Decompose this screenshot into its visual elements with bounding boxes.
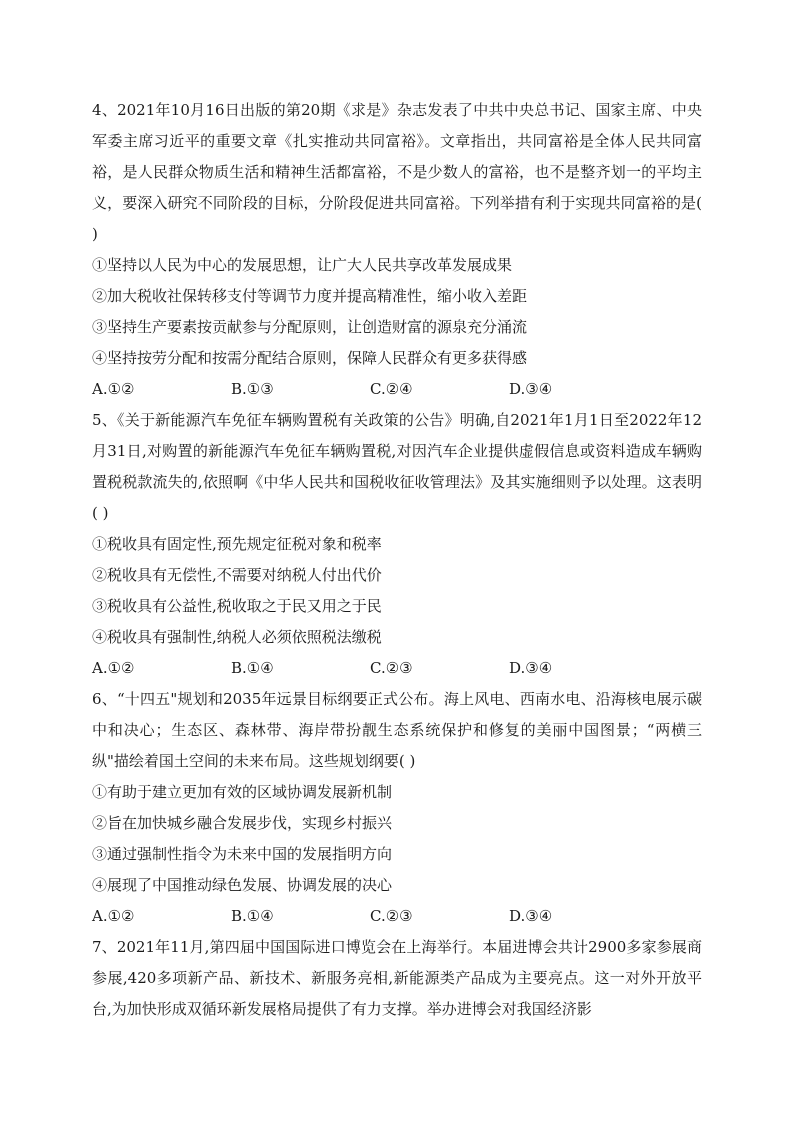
question-6 — [92, 684, 702, 932]
answer-choices — [92, 901, 702, 932]
question-stem: 5、《关于新能源汽车免征车辆购置税有关政策的公告》明确,自2021年1月1日至2022年12月31日,对购置的新能源汽车免征车辆购置税,对因汽车企业提供虚假信息或资料造成车辆购置税税款流失的,依照啊《中华人民共和国税收征收管理法》及其实施细则予以处理。这表明( ) — [92, 411, 702, 522]
answer-choice-a: A.①② — [92, 380, 135, 398]
answer-choices — [92, 374, 702, 405]
question-option: ④税收具有强制性,纳税人必须依照税法缴税 — [92, 628, 382, 646]
question-stem: 6、“十四五"规划和2035年远景目标纲要正式公布。海上风电、西南水电、沿海核电展示碳中和决心；生态区、森林带、海岸带扮靓生态系统保护和修复的美丽中国图景；“两横三纵"描绘着国土空间的未来布局。这些规划纲要( ) — [92, 690, 702, 770]
answer-choice-a: A.①② — [92, 907, 135, 925]
answer-choice-c: C.②③ — [370, 907, 413, 925]
question-list — [92, 95, 702, 1025]
question-stem: 4、2021年10月16日出版的第20期《求是》杂志发表了中共中央总书记、国家主席、中央军委主席习近平的重要文章《扎实推动共同富裕》。文章指出，共同富裕是全体人民共同富裕，是人民群众物质生活和精神生活都富裕，不是少数人的富裕，也不是整齐划一的平均主义，要深入研究不同阶段的目标，分阶段促进共同富裕。下列举措有利于实现共同富裕的是( ) — [92, 101, 702, 243]
answer-choice-d: D.③④ — [509, 907, 553, 925]
question-option: ②旨在加快城乡融合发展步伐，实现乡村振兴 — [92, 814, 393, 832]
question-option: ②加大税收社保转移支付等调节力度并提高精准性，缩小收入差距 — [92, 287, 528, 305]
answer-choice-b: B.①④ — [231, 907, 274, 925]
answer-choice-d: D.③④ — [509, 380, 553, 398]
question-option: ③税收具有公益性,税收取之于民又用之于民 — [92, 597, 382, 615]
answer-choices — [92, 653, 702, 684]
answer-choice-b: B.①④ — [231, 659, 274, 677]
question-5 — [92, 405, 702, 684]
answer-choice-c: C.②③ — [370, 659, 413, 677]
question-option: ①有助于建立更加有效的区域协调发展新机制 — [92, 783, 393, 801]
question-option: ①税收具有固定性,预先规定征税对象和税率 — [92, 535, 382, 553]
answer-choice-a: A.①② — [92, 659, 135, 677]
question-stem: 7、2021年11月,第四届中国国际进口博览会在上海举行。本届进博会共计2900多家参展商参展,420多项新产品、新技术、新服务亮相,新能源类产品成为主要亮点。这一对外开放平台,为加快形成双循环新发展格局提供了有力支撑。举办进博会对我国经济影 — [92, 938, 702, 1018]
answer-choice-d: D.③④ — [509, 659, 553, 677]
question-option: ④展现了中国推动绿色发展、协调发展的决心 — [92, 876, 393, 894]
answer-choice-b: B.①③ — [231, 380, 274, 398]
question-7 — [92, 932, 702, 1025]
question-option: ④坚持按劳分配和按需分配结合原则，保障人民群众有更多获得感 — [92, 349, 528, 367]
question-4 — [92, 95, 702, 405]
question-option: ③通过强制性指令为未来中国的发展指明方向 — [92, 845, 393, 863]
question-option: ①坚持以人民为中心的发展思想，让广大人民共享改革发展成果 — [92, 256, 513, 274]
question-option: ③坚持生产要素按贡献参与分配原则，让创造财富的源泉充分涌流 — [92, 318, 528, 336]
question-option: ②税收具有无偿性,不需要对纳税人付出代价 — [92, 566, 382, 584]
answer-choice-c: C.②④ — [370, 380, 413, 398]
